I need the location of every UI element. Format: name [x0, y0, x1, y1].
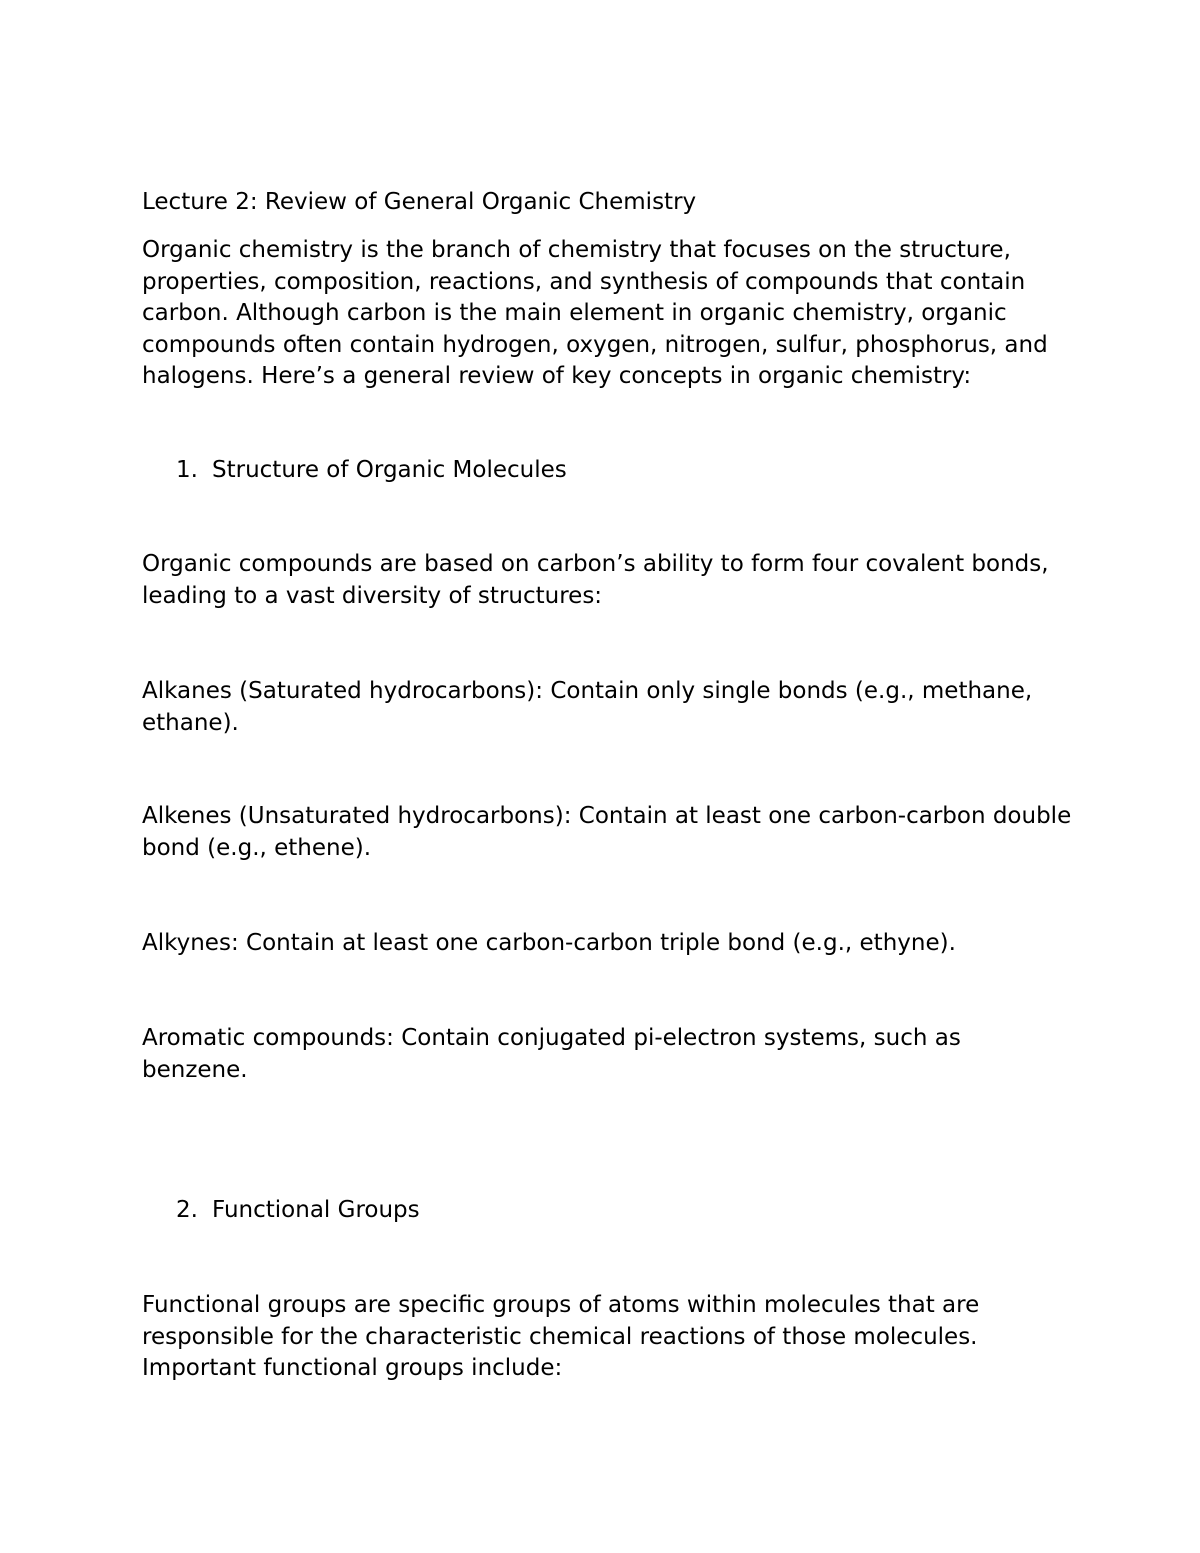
intro-paragraph: Organic chemistry is the branch of chemistry that focuses on the structure, properties, composition, reactions, and synthesis of compounds that contain carbon. Although carbon is the main element in organic chemistry, organic compounds often contain hydrogen, oxygen, nitrogen, sulfur, phosphorus, and halogens. Here’s a general review of key concepts in organic chemistry:	[142, 237, 1048, 389]
paragraph-functional-groups: Functional groups are specific groups of atoms within molecules that are responsible for the characteristic chemical reactions of those molecules. Important functional groups include:	[142, 1292, 980, 1381]
paragraph-alkenes: Alkenes (Unsaturated hydrocarbons): Contain at least one carbon-carbon double bond (e.g., ethene).	[142, 803, 1072, 861]
section-heading-2	[176, 1195, 420, 1227]
section-heading-1	[176, 455, 567, 487]
section-number: 1.	[176, 457, 198, 483]
paragraph-aromatic: Aromatic compounds: Contain conjugated pi-electron systems, such as benzene.	[142, 1025, 961, 1083]
document-title: Lecture 2: Review of General Organic Chemistry	[142, 189, 697, 215]
paragraph-alkanes: Alkanes (Saturated hydrocarbons): Contain only single bonds (e.g., methane, ethane).	[142, 678, 1033, 736]
section-heading-text: Structure of Organic Molecules	[212, 457, 567, 483]
section-heading-text: Functional Groups	[212, 1197, 420, 1223]
section-number: 2.	[176, 1197, 198, 1223]
paragraph-structure-intro: Organic compounds are based on carbon’s ability to form four covalent bonds, leading to a vast diversity of structures:	[142, 551, 1049, 609]
paragraph-alkynes: Alkynes: Contain at least one carbon-carbon triple bond (e.g., ethyne).	[142, 930, 956, 956]
